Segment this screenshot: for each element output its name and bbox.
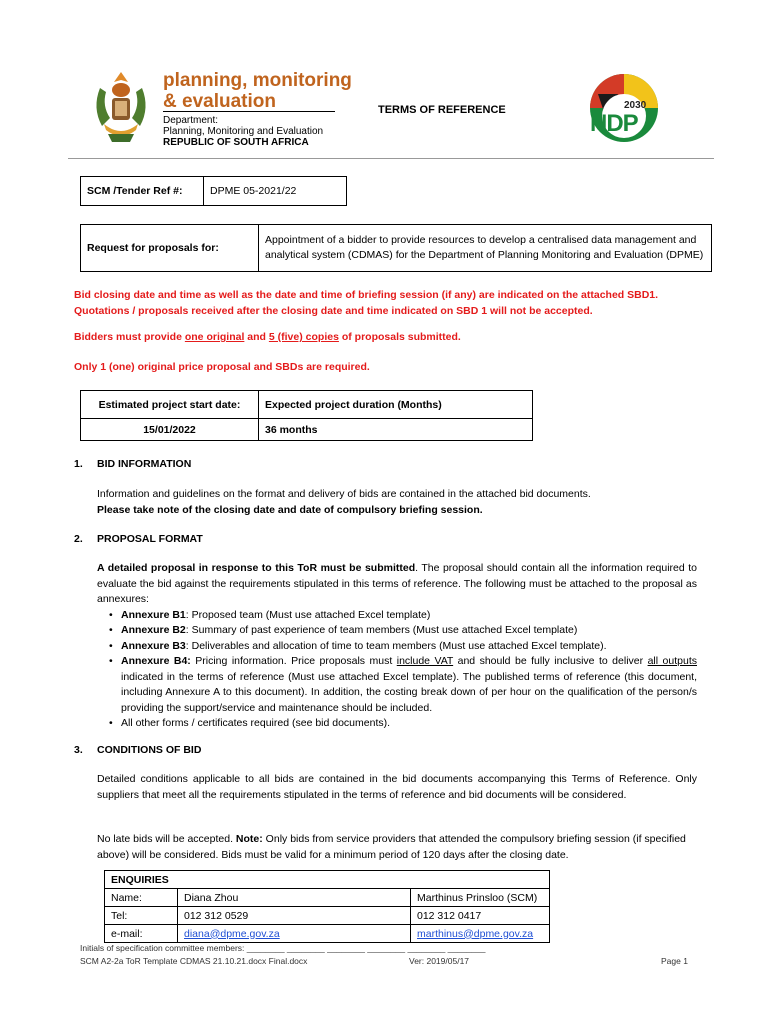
logo-line2: & evaluation — [163, 91, 276, 112]
rfp-value: Appointment of a bidder to provide resources to develop a centralised data management and analytical system (CDMAS) for the Department of Planning Monitoring and Evaluation (DPME) — [259, 225, 712, 272]
section-3-p2-a: No late bids will be accepted. — [97, 833, 236, 845]
section-3-paragraph-1: Detailed conditions applicable to all bids are contained in the bid documents accompanying this Terms of Reference. Only suppliers that meet all the requirements stipulated in the terms of reference and bid documents will be considered. — [97, 773, 697, 801]
list-item — [121, 716, 697, 732]
section-1-bold-text: Please take note of the closing date and date of compulsory briefing session. — [97, 503, 483, 516]
section-1-paragraph — [97, 487, 712, 518]
footer-initials: Initials of specification committee members: ________ ________ ________ ________ ________ ________ — [80, 943, 486, 953]
logo-line1: planning, monitoring — [163, 70, 352, 91]
enquiries-tel-label: Tel: — [105, 907, 178, 925]
enquiries-email-label: e-mail: — [105, 925, 178, 943]
country-name: REPUBLIC OF SOUTH AFRICA — [163, 137, 309, 148]
copies-five: 5 (five) copies — [268, 331, 339, 343]
footer-page-number: Page 1 — [661, 956, 688, 966]
rfp-label: Request for proposals for: — [81, 225, 259, 272]
copies-mid: and — [244, 331, 269, 343]
coat-of-arms-logo — [88, 68, 154, 150]
document-title: TERMS OF REFERENCE — [378, 104, 506, 116]
copies-pre: Bidders must provide — [74, 331, 185, 343]
start-date-value: 15/01/2022 — [81, 419, 259, 441]
section-2-intro-rest: . The proposal should contain all the information required to evaluate the bid against the requirements stipulated in this terms of reference. The following must be attached to the proposal as annexures: — [97, 562, 697, 605]
enquiries-name-label: Name: — [105, 889, 178, 907]
price-proposal-notice: Only 1 (one) original price proposal and SBDs are required. — [74, 361, 370, 373]
list-item — [121, 608, 697, 624]
other-forms-text: All other forms / certificates required (see bid documents). — [121, 717, 391, 729]
project-table — [80, 390, 533, 441]
annexure-b4-text-b: and should be fully inclusive to deliver — [453, 655, 648, 667]
email-link-marthinus[interactable]: marthinus@dpme.gov.za — [417, 927, 534, 940]
list-item — [121, 639, 697, 655]
enquiries-tel-1: 012 312 0529 — [178, 907, 411, 925]
section-2-paragraph — [97, 561, 697, 732]
annexure-b1-label: Annexure B1 — [121, 608, 186, 621]
annexure-b4-text-c: indicated in the terms of reference (Must use attached Excel template). The published terms of reference (this document, including Annexure A to this document). In addition, the costing break down of per hour on the qualification of the person/s providing the support/service and maintenance should be included. — [121, 670, 697, 714]
header-divider — [68, 158, 714, 159]
footer-version: Ver: 2019/05/17 — [409, 956, 470, 966]
enquiries-name-1: Diana Zhou — [178, 889, 411, 907]
duration-value: 36 months — [259, 419, 533, 441]
annexure-b2-label: Annexure B2 — [121, 624, 186, 636]
copies-original: one original — [184, 331, 245, 343]
section-3-paragraph-2 — [97, 832, 697, 863]
ndp-year: 2030 — [624, 100, 647, 111]
tender-ref-table — [80, 176, 347, 206]
section-2-intro — [97, 561, 697, 608]
ndp-text: NDP — [590, 110, 638, 137]
enquiries-table — [104, 870, 550, 943]
section-2-intro-bold: A detailed proposal in response to this ToR must be submitted — [97, 562, 416, 574]
department-label: Department: — [163, 115, 219, 126]
annexure-b1-text: : Proposed team (Must use attached Excel template) — [185, 608, 431, 621]
tender-ref-label: SCM /Tender Ref #: — [81, 177, 204, 206]
enquiries-title: ENQUIRIES — [105, 871, 550, 889]
section-1-title: BID INFORMATION — [97, 458, 192, 470]
section-1-text: Information and guidelines on the format and delivery of bids are contained in the attached bid documents. — [97, 488, 591, 500]
ndp-logo — [584, 72, 664, 144]
rfp-table — [80, 224, 712, 272]
department-name: Planning, Monitoring and Evaluation — [163, 126, 324, 137]
annexure-b4-label: Annexure B4: — [121, 655, 191, 667]
closing-notice: Bid closing date and time as well as the date and time of briefing session (if any) are indicated on the attached SBD1. Quotations / proposals received after the closing date and time indicated on SBD 1 will not be accepted. — [74, 289, 659, 317]
section-2-number: 2. — [74, 533, 83, 545]
list-item — [121, 623, 697, 639]
copies-notice — [74, 331, 461, 343]
section-3-number: 3. — [74, 744, 83, 756]
duration-header: Expected project duration (Months) — [259, 391, 533, 419]
section-2-title: PROPOSAL FORMAT — [97, 533, 203, 545]
section-3-title: CONDITIONS OF BID — [97, 744, 202, 756]
section-3-p2-b: Only bids from service providers that attended the compulsory briefing session (if specified above) will be considered. Bids must be valid for a minimum period of 120 days after the closing date. — [97, 833, 686, 861]
annexure-list — [109, 608, 697, 732]
annexure-b4-all-outputs: all outputs — [647, 655, 697, 667]
annexure-b4-include-vat: include VAT — [396, 655, 454, 667]
annexure-b3-text: : Deliverables and allocation of time to team members (Must use attached Excel template). — [185, 639, 607, 652]
annexure-b4-text-a: Pricing information. Price proposals must — [190, 655, 397, 667]
tender-ref-value: DPME 05-2021/22 — [204, 177, 347, 206]
logo-text-block — [163, 70, 352, 112]
list-item — [121, 654, 697, 716]
annexure-b2-text: : Summary of past experience of team members (Must use attached Excel template) — [185, 624, 578, 636]
footer-filename: SCM A2-2a ToR Template CDMAS 21.10.21.docx Final.docx — [80, 956, 308, 966]
copies-post: of proposals submitted. — [338, 331, 461, 343]
enquiries-tel-2: 012 312 0417 — [411, 907, 550, 925]
section-3-note-label: Note: — [235, 833, 263, 845]
email-link-diana[interactable]: diana@dpme.gov.za — [184, 927, 280, 940]
logo-divider — [163, 111, 335, 112]
section-1-number: 1. — [74, 458, 83, 470]
enquiries-name-2: Marthinus Prinsloo (SCM) — [411, 889, 550, 907]
annexure-b3-label: Annexure B3 — [121, 639, 186, 652]
start-date-header: Estimated project start date: — [81, 391, 259, 419]
